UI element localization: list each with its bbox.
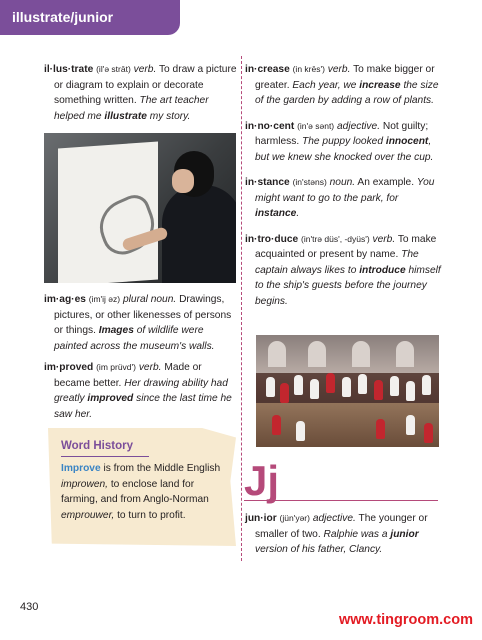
word-history-text: Improve is from the Middle English improwen, to enclose land for farming, and from Anglo-Norman emprouwer, to turn to profit.: [61, 463, 221, 521]
example-sentence: The captain always likes to introduce himself to the ship's guests before the journey begins.: [255, 249, 441, 307]
definition: Not guilty; harmless.: [255, 120, 429, 147]
example-sentence: Her drawing ability had greatly improved since the last time he saw her.: [54, 377, 232, 420]
part-of-speech: noun.: [329, 177, 356, 188]
example-sentence: Ralphie was a junior version of his father, Clancy.: [255, 528, 419, 555]
guide-words: illustrate/junior: [12, 9, 114, 25]
junior-block: [245, 511, 445, 558]
entry-introduce: [245, 232, 445, 310]
pronunciation: (im'ij əz): [88, 294, 121, 304]
example-sentence: Each year, we increase the size of the garden by adding a row of plants.: [255, 79, 439, 106]
section-rule: [244, 500, 438, 501]
part-of-speech: verb.: [327, 64, 351, 75]
headword: in·stance: [245, 177, 290, 188]
page-number: 430: [20, 601, 39, 613]
group-circle-photo: [256, 335, 439, 447]
definition: Made or became better.: [54, 362, 202, 389]
entry-illustrate: [44, 62, 239, 124]
part-of-speech: verb.: [138, 362, 162, 373]
guide-word-tab: [0, 0, 180, 35]
watermark: www.tingroom.com: [339, 612, 473, 628]
entry-junior: [245, 511, 445, 558]
entry-increase: [245, 62, 445, 109]
artist-drawing-photo: [44, 133, 236, 283]
example-sentence: Images of wildlife were painted across the museum's walls.: [54, 325, 215, 352]
word-history-rule: [61, 456, 149, 457]
headword: in·no·cent: [245, 120, 295, 132]
definition: To make bigger or greater.: [255, 64, 435, 91]
headword: im·ag·es: [44, 294, 86, 305]
part-of-speech: verb.: [372, 233, 396, 245]
example-sentence: The puppy looked innocent, but we knew she knocked over the cup.: [255, 136, 434, 163]
left-column-lower: [44, 292, 239, 422]
headword: il·lus·trate: [44, 64, 94, 75]
part-of-speech: adjective.: [312, 513, 356, 524]
pronunciation: (jün'yər): [279, 513, 310, 523]
part-of-speech: plural noun.: [122, 294, 177, 305]
right-column: [245, 62, 445, 309]
definition: The younger or smaller of two.: [255, 513, 428, 540]
example-sentence: You might want to go to the park, for instance.: [255, 177, 435, 219]
headword: jun·ior: [245, 513, 277, 524]
column-divider: [241, 56, 242, 561]
pronunciation: (im prüvd'): [96, 362, 136, 372]
example-sentence: The art teacher helped me illustrate my story.: [54, 95, 209, 122]
headword: in·tro·duce: [245, 233, 299, 245]
part-of-speech: adjective.: [336, 120, 381, 132]
definition: To make acquainted or present by name.: [255, 233, 437, 260]
part-of-speech: verb.: [133, 64, 157, 75]
entry-improved: [44, 360, 239, 422]
section-letter: Jj: [244, 457, 280, 504]
definition: An example.: [357, 177, 415, 188]
pronunciation: (in krēs'): [292, 64, 325, 74]
definition: To draw a picture or diagram to explain or decorate something written.: [54, 64, 237, 106]
entry-images: [44, 292, 239, 354]
left-column: [44, 62, 239, 124]
headword: im·proved: [44, 362, 94, 373]
word-history-title: Word History: [61, 440, 133, 452]
pronunciation: (in'trə düs', -dyüs'): [301, 233, 370, 244]
pronunciation: (il'ə strāt): [96, 64, 131, 74]
headword: in·crease: [245, 64, 290, 75]
drawing-canvas: [58, 142, 158, 283]
pronunciation: (in'ə sənt): [297, 120, 335, 131]
definition: Drawings, pictures, or other likenesses of persons or things.: [54, 294, 232, 336]
entry-instance: [245, 175, 445, 222]
entry-innocent: [245, 119, 445, 166]
pronunciation: (in'stəns): [292, 177, 327, 187]
